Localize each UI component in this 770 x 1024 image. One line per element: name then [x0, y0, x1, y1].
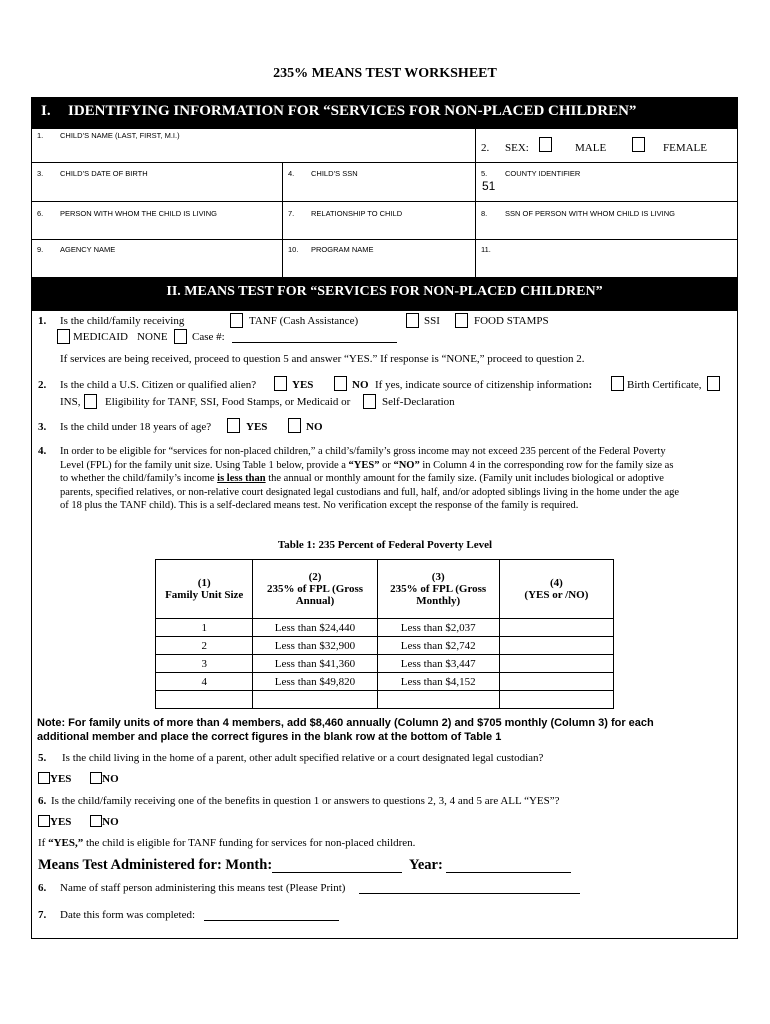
field-2-number: 2.: [481, 142, 490, 154]
q6-text: Is the child/family receiving one of the benefits in question 1 or answers to questions 2, 3, 4 and 5 are ALL “YES”?: [51, 795, 560, 807]
note-line-1: Note: For family units of more than 4 members, add $8,460 annually (Column 2) and $705 monthly (Column 3) for each: [37, 717, 654, 729]
field-10-number: 10.: [288, 245, 299, 254]
ssi-label: SSI: [424, 315, 440, 327]
col2-header-num: (2): [308, 571, 322, 583]
medicaid-checkbox[interactable]: [57, 329, 70, 344]
divider: [475, 163, 476, 277]
dob-field[interactable]: [35, 180, 278, 200]
year-label: Year:: [409, 857, 443, 873]
section-1-title: IDENTIFYING INFORMATION FOR “SERVICES FOR NON-PLACED CHILDREN”: [68, 103, 637, 119]
annual-cell[interactable]: [253, 691, 377, 709]
q5-no-label: NO: [102, 773, 119, 785]
citizenship-extra-checkbox[interactable]: [707, 376, 720, 391]
q6-no-checkbox[interactable]: [90, 815, 102, 827]
case-number-field[interactable]: [232, 331, 397, 343]
ins-label: INS,: [60, 396, 81, 408]
field-7-number: 7.: [288, 209, 295, 218]
annual-cell: Less than $41,360: [253, 655, 377, 673]
none-label: NONE: [137, 331, 168, 343]
county-identifier-label: COUNTY IDENTIFIER: [505, 169, 581, 178]
tanf-label: TANF (Cash Assistance): [249, 315, 359, 327]
family-size-cell[interactable]: [156, 691, 253, 709]
q2-ifyes: [375, 379, 592, 391]
field-5-number: 5.: [481, 169, 488, 178]
monthly-cell: Less than $2,037: [377, 619, 499, 637]
monthly-cell: Less than $2,742: [377, 637, 499, 655]
field-6-number: 6.: [37, 209, 44, 218]
self-declaration-checkbox[interactable]: [363, 394, 376, 409]
q3-no-checkbox[interactable]: [288, 418, 301, 433]
program-name-field[interactable]: [286, 256, 471, 274]
q4-number: 4.: [38, 445, 47, 457]
date-field[interactable]: [204, 909, 339, 921]
q1-number: 1.: [38, 315, 47, 327]
q4-yes-word: “YES”: [348, 459, 380, 471]
childs-name-label: CHILD’S NAME (LAST, FIRST, M.I.): [60, 131, 180, 140]
q6-no-label: NO: [102, 816, 119, 828]
q5-number: 5.: [38, 752, 47, 764]
q2-number: 2.: [38, 379, 47, 391]
self-declaration-label: Self-Declaration: [382, 396, 455, 408]
county-identifier-value[interactable]: 51: [482, 179, 496, 193]
q6-number: 6.: [38, 795, 47, 807]
field-11-number: 11.: [481, 245, 491, 254]
q2-no-checkbox[interactable]: [334, 376, 347, 391]
q6-yes-label: YES: [50, 816, 72, 828]
month-field[interactable]: [272, 857, 402, 873]
date-number: 7.: [38, 909, 47, 921]
q4-line-3: [60, 472, 736, 486]
q4-line-3a: to whether the child/family’s income: [60, 473, 218, 484]
child-ssn-field[interactable]: [286, 180, 471, 200]
agency-name-label: AGENCY NAME: [60, 245, 116, 254]
case-label: Case #:: [192, 331, 225, 343]
staff-name-number: 6.: [38, 882, 47, 894]
birth-certificate-label: Birth Certificate,: [627, 379, 702, 391]
q3-no-label: NO: [306, 421, 323, 433]
childs-name-field[interactable]: [35, 142, 472, 160]
table-row: [156, 691, 614, 709]
q1-text: Is the child/family receiving: [60, 315, 185, 327]
table-title: Table 1: 235 Percent of Federal Poverty Level: [277, 539, 493, 551]
poverty-table: [155, 559, 614, 709]
agency-name-field[interactable]: [35, 256, 278, 274]
annual-cell: Less than $49,820: [253, 673, 377, 691]
q5-text: Is the child living in the home of a parent, other adult specified relative or a court designated legal custodian?: [62, 752, 544, 764]
guardian-ssn-label: SSN OF PERSON WITH WHOM CHILD IS LIVING: [505, 209, 676, 218]
person-living-with-label: PERSON WITH WHOM THE CHILD IS LIVING: [60, 209, 217, 218]
food-stamps-label: FOOD STAMPS: [474, 315, 549, 327]
q5-options: [38, 772, 119, 785]
eligibility-yes: “YES,”: [48, 837, 84, 849]
yes-no-cell[interactable]: [499, 619, 613, 637]
yes-no-cell[interactable]: [499, 691, 613, 709]
ins-checkbox[interactable]: [84, 394, 97, 409]
col1-header: [156, 560, 253, 619]
sex-label: SEX:: [505, 142, 529, 154]
col2-header-label: 235% of FPL (Gross: [266, 583, 363, 595]
male-label: MALE: [575, 142, 607, 154]
col3-header-label-2: Monthly): [416, 595, 461, 607]
table-row: [156, 637, 614, 655]
medicaid-label: MEDICAID: [73, 331, 128, 343]
eligibility-rest: the child is eligible for TANF funding for services for non-placed children.: [83, 837, 416, 849]
q3-number: 3.: [38, 421, 47, 433]
col1-header-label: Family Unit Size: [165, 589, 244, 601]
section-1-number: I.: [41, 103, 51, 119]
male-checkbox[interactable]: [539, 137, 552, 152]
female-checkbox[interactable]: [632, 137, 645, 152]
q2-text: Is the child a U.S. Citizen or qualified alien?: [60, 379, 257, 391]
q2-ifyes-text: If yes, indicate source of citizenship information: [375, 379, 589, 391]
monthly-cell: Less than $3,447: [377, 655, 499, 673]
q6-options: [38, 815, 119, 828]
family-size-cell: 1: [156, 619, 253, 637]
relationship-label: RELATIONSHIP TO CHILD: [311, 209, 403, 218]
section-2-title: II. MEANS TEST FOR “SERVICES FOR NON-PLACED CHILDREN”: [166, 284, 603, 299]
admin-for-label: Means Test Administered for: Month:: [38, 857, 273, 873]
tanf-checkbox[interactable]: [230, 313, 243, 328]
dob-label: CHILD’S DATE OF BIRTH: [60, 169, 148, 178]
q5-no-checkbox[interactable]: [90, 772, 102, 784]
q5-yes-checkbox[interactable]: [38, 772, 50, 784]
field-3-number: 3.: [37, 169, 44, 178]
q4-line-2a: Level (FPL) for the family unit size. Using Table 1 below, provide a: [60, 459, 349, 471]
field-8-number: 8.: [481, 209, 488, 218]
annual-cell: Less than $32,900: [253, 637, 377, 655]
program-name-label: PROGRAM NAME: [311, 245, 374, 254]
q2-yes-label: YES: [292, 379, 314, 391]
q2-no-label: NO: [352, 379, 369, 391]
note-line-2: additional member and place the correct figures in the blank row at the bottom of Table 1: [37, 731, 502, 743]
field-11-input[interactable]: [479, 256, 734, 274]
q4-line-4: parents, specified relatives, or non-relative court designated legal custodians and full, half, and/or adopted siblings living in the home under the age: [60, 486, 680, 498]
q4-line-3b: the annual or monthly amount for the family size. (Family unit includes biological or adoptive: [265, 473, 664, 484]
yes-no-cell[interactable]: [499, 673, 613, 691]
monthly-cell: Less than $4,152: [377, 673, 499, 691]
family-size-cell: 4: [156, 673, 253, 691]
field-9-number: 9.: [37, 245, 44, 254]
col2-header: [253, 560, 377, 619]
female-label: FEMALE: [663, 142, 707, 154]
q3-yes-checkbox[interactable]: [227, 418, 240, 433]
page-title: 235% MEANS TEST WORKSHEET: [273, 66, 497, 81]
table-header-row: [156, 560, 614, 619]
yes-no-cell[interactable]: [499, 655, 613, 673]
section-2-header: [31, 277, 738, 311]
ssi-checkbox[interactable]: [406, 313, 419, 328]
birth-certificate-checkbox[interactable]: [611, 376, 624, 391]
col3-header-label: 235% of FPL (Gross: [390, 583, 487, 595]
yes-no-cell[interactable]: [499, 637, 613, 655]
divider: [282, 163, 283, 277]
divider: [475, 129, 476, 163]
col2-header-label-2: Annual): [295, 595, 335, 607]
guardian-ssn-field[interactable]: [479, 220, 734, 238]
q3-yes-label: YES: [246, 421, 268, 433]
q1-instruction: If services are being received, proceed to question 5 and answer “YES.” If response is “NONE,” proceed to question 2.: [60, 353, 585, 365]
col3-header: [377, 560, 499, 619]
family-size-cell: 2: [156, 637, 253, 655]
col4-header-num: (4): [550, 577, 563, 589]
relationship-field[interactable]: [286, 220, 471, 238]
eligibility-statement: [38, 837, 415, 849]
note: [37, 716, 654, 744]
q2-yes-checkbox[interactable]: [274, 376, 287, 391]
none-checkbox[interactable]: [174, 329, 187, 344]
col4-header: [499, 560, 613, 619]
eligibility-if: If: [38, 837, 49, 849]
food-stamps-checkbox[interactable]: [455, 313, 468, 328]
year-field[interactable]: [446, 857, 571, 873]
table-row: [156, 655, 614, 673]
q3-text: Is the child under 18 years of age?: [60, 421, 212, 433]
table-row: [156, 619, 614, 637]
family-size-cell: 3: [156, 655, 253, 673]
q4-line-2b: in Column 4 in the corresponding row for the family size as: [419, 459, 674, 471]
staff-name-field[interactable]: [359, 882, 580, 894]
q5-yes-label: YES: [50, 773, 72, 785]
field-1-number: 1.: [37, 131, 44, 140]
eligibility-label: Eligibility for TANF, SSI, Food Stamps, or Medicaid or: [105, 396, 351, 408]
q4-line-2: [60, 459, 736, 473]
child-ssn-label: CHILD’S SSN: [311, 169, 358, 178]
q6-yes-checkbox[interactable]: [38, 815, 50, 827]
col4-header-label: (YES or /NO): [524, 589, 589, 601]
date-label: Date this form was completed:: [60, 909, 196, 921]
section-1-header: [31, 97, 738, 129]
q4-no-word: “NO”: [393, 459, 420, 471]
col3-header-num: (3): [431, 571, 445, 583]
q4-line-1: In order to be eligible for “services for non-placed children,” a child’s/family’s gross income may not exceed 235 percent of the Federal Poverty: [60, 446, 666, 457]
person-living-with-field[interactable]: [35, 220, 278, 238]
monthly-cell[interactable]: [377, 691, 499, 709]
annual-cell: Less than $24,440: [253, 619, 377, 637]
field-4-number: 4.: [288, 169, 295, 178]
q4-line-5: of 18 plus the TANF child). This is a self-declared means test. No verification except the response of the family is required.: [60, 500, 579, 511]
q2-ifyes-colon: :: [588, 379, 593, 391]
q4-less-than: is less than: [217, 473, 266, 484]
q4-or-word: or: [379, 459, 394, 471]
staff-name-label: Name of staff person administering this means test (Please Print): [60, 882, 346, 894]
table-row: [156, 673, 614, 691]
col1-header-num: (1): [197, 577, 211, 589]
q4-paragraph: [60, 445, 736, 513]
